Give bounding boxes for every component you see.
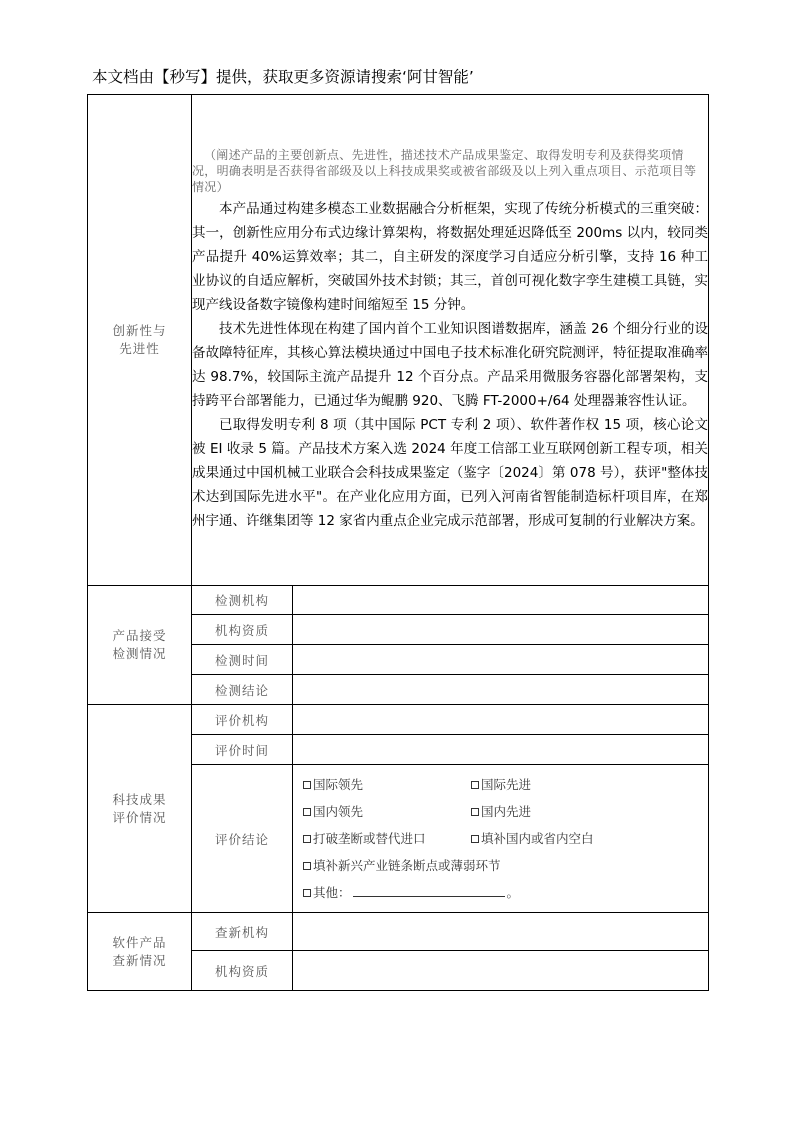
innovation-paragraph-3: 已取得发明专利 8 项（其中国际 PCT 专利 2 项）、软件著作权 15 项，核心论文被 EI 收录 5 篇。产品技术方案入选 2024 年度工信部工业互联网创新工程专项，相关成果通过中国机械工业联合会科技成果鉴定（鉴字〔2024〕第 078 号），获评"整体技术达到国际先进水平"。在产业化应用方面，已列入河南省智能制造标杆项目库，在郑州宇通、许继集团等 12 家省内重点企业完成示范部署，形成可复制的行业解决方案。 — [192, 417, 708, 529]
option-break-monopoly[interactable]: 打破垄断或替代进口 — [303, 825, 471, 852]
innovation-row — [88, 95, 709, 586]
evaluation-time-field[interactable] — [293, 735, 709, 765]
innovation-paragraph-1: 本产品通过构建多模态工业数据融合分析框架，实现了传统分析模式的三重突破：其一，创新性应用分布式边缘计算架构，将数据处理延迟降低至 200ms 以内，较同类产品提升 40%运算效率；其二，自主研发的深度学习自适应分析引擎，支持 16 种工业协议的自适应解析，突破国外技术封锁；其三，首创可视化数字孪生建模工具链，实现产线设备数字镜像构建时间缩短至 15 分钟。 — [192, 201, 708, 313]
inspection-org-label: 检测机构 — [192, 586, 293, 615]
novelty-org-label: 查新机构 — [192, 913, 293, 951]
checkbox-icon[interactable] — [471, 781, 479, 789]
option-intl-advanced[interactable]: 国际先进 — [471, 771, 531, 798]
evaluation-label — [88, 705, 192, 913]
evaluation-options — [293, 765, 709, 913]
checkbox-icon[interactable] — [303, 889, 311, 897]
inspection-label-line1: 产品接受 — [112, 628, 167, 643]
innovation-paragraph-2: 技术先进性体现在构建了国内首个工业知识图谱数据库，涵盖 26 个细分行业的设备故障特征库，其核心算法模块通过中国电子技术标准化研究院测评，特征提取准确率达 98.7%，较国际主流产品提升 12 个百分点。产品采用微服务容器化部署架构，支持跨平台部署能力，已通过华为鲲鹏 920、飞腾 FT-2000+/64 处理器兼容性认证。 — [192, 321, 708, 409]
option-fill-chain[interactable]: 填补新兴产业链条断点或薄弱环节 — [303, 852, 501, 879]
option-intl-leading[interactable]: 国际领先 — [303, 771, 471, 798]
other-input-line[interactable] — [353, 884, 505, 897]
application-form-table — [87, 94, 709, 991]
evaluation-conclusion-label: 评价结论 — [192, 765, 293, 913]
inspection-label-line2: 检测情况 — [112, 646, 167, 661]
novelty-label — [88, 913, 192, 991]
checkbox-icon[interactable] — [303, 862, 311, 870]
inspection-label — [88, 586, 192, 705]
novelty-qualification-field[interactable] — [293, 951, 709, 991]
inspection-qualification-label: 机构资质 — [192, 615, 293, 645]
inspection-time-label: 检测时间 — [192, 645, 293, 675]
option-other[interactable]: 其他： 。 — [303, 879, 519, 906]
evaluation-org-field[interactable] — [293, 705, 709, 735]
option-dom-advanced[interactable]: 国内先进 — [471, 798, 531, 825]
checkbox-icon[interactable] — [471, 835, 479, 843]
option-dom-leading[interactable]: 国内领先 — [303, 798, 471, 825]
evaluation-time-label: 评价时间 — [192, 735, 293, 765]
checkbox-icon[interactable] — [471, 808, 479, 816]
evaluation-label-line1: 科技成果 — [112, 791, 167, 807]
inspection-time-field[interactable] — [293, 645, 709, 675]
evaluation-org-label: 评价机构 — [192, 705, 293, 735]
checkbox-icon[interactable] — [303, 808, 311, 816]
innovation-hint: （阐述产品的主要创新点、先进性，描述技术产品成果鉴定、取得发明专利及获得奖项情况，明确表明是否获得省部级及以上科技成果奖或被省部级及以上列入重点项目、示范项目等情况） — [192, 148, 697, 194]
checkbox-icon[interactable] — [303, 835, 311, 843]
innovation-label-text: 创新性与先进性 — [112, 323, 167, 356]
novelty-org-field[interactable] — [293, 913, 709, 951]
evaluation-label-line2: 评价情况 — [112, 809, 167, 825]
inspection-org-field[interactable] — [293, 586, 709, 615]
inspection-qualification-field[interactable] — [293, 615, 709, 645]
innovation-content[interactable] — [192, 95, 709, 586]
inspection-conclusion-label: 检测结论 — [192, 675, 293, 705]
novelty-label-line2: 查新情况 — [112, 952, 167, 968]
novelty-label-line1: 软件产品 — [112, 934, 167, 950]
checkbox-icon[interactable] — [303, 781, 311, 789]
innovation-label — [88, 95, 192, 586]
novelty-qualification-label: 机构资质 — [192, 951, 293, 991]
inspection-conclusion-field[interactable] — [293, 675, 709, 705]
option-fill-gap[interactable]: 填补国内或省内空白 — [471, 825, 594, 852]
document-header: 本文档由【秒写】提供，获取更多资源请搜索‘阿甘智能’ — [92, 68, 474, 86]
